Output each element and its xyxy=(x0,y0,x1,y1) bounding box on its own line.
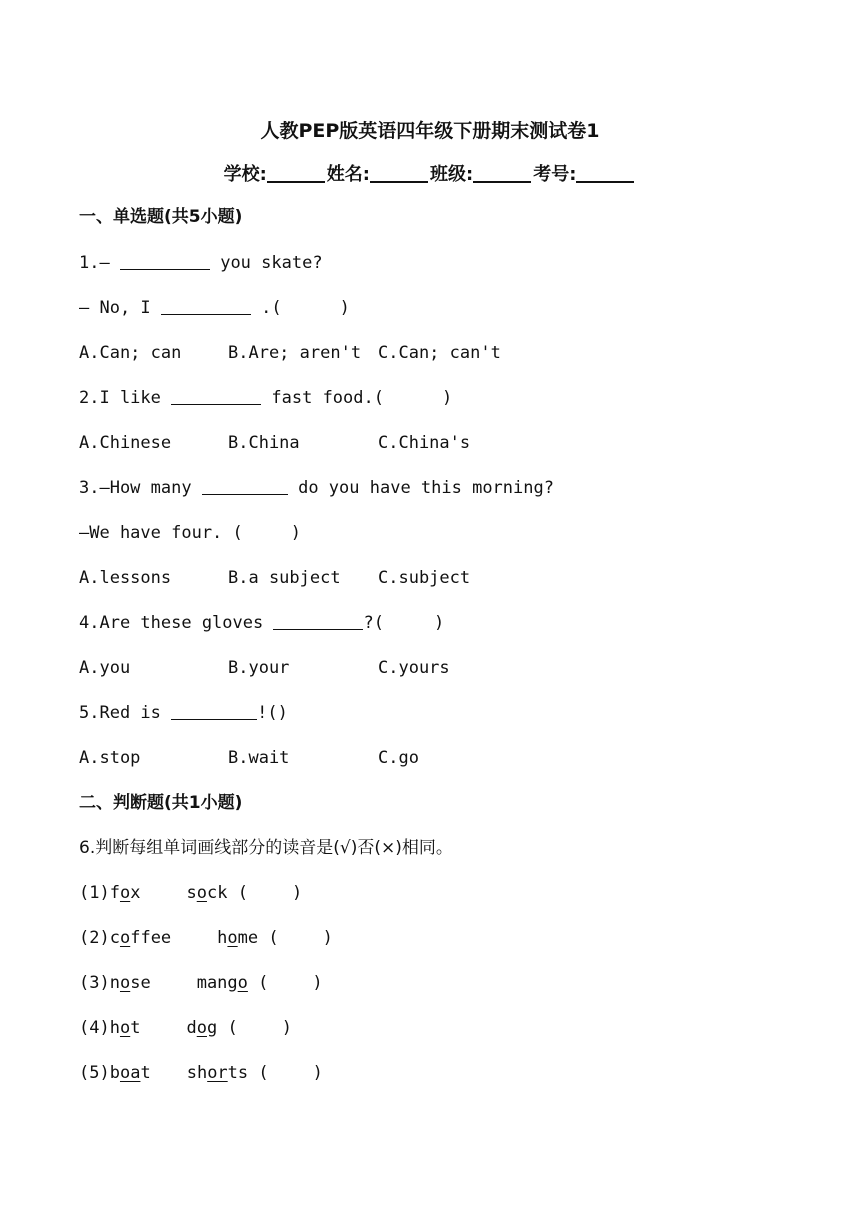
name-blank[interactable] xyxy=(370,163,428,183)
item-word-2: home xyxy=(217,928,259,948)
item-word-2: mango xyxy=(196,973,248,993)
q2-text-pre: 2.I like xyxy=(79,388,161,408)
q5-blank[interactable] xyxy=(171,703,257,720)
q4-text-post: ?( xyxy=(363,613,384,633)
item-number: (5) xyxy=(79,1063,110,1083)
page-title: 人教PEP版英语四年级下册期末测试卷1 xyxy=(260,120,600,142)
q1-option-c[interactable]: C.Can; can't xyxy=(378,343,501,363)
exam-no-blank[interactable] xyxy=(576,163,634,183)
q5-option-a[interactable]: A.stop xyxy=(79,748,141,768)
q4-option-b[interactable]: B.your xyxy=(228,658,290,678)
item-number: (2) xyxy=(79,928,110,948)
cross-mark-icon: × xyxy=(380,838,396,858)
item-number: (4) xyxy=(79,1018,110,1038)
q5-text-post: !() xyxy=(257,703,288,723)
q6-item-2: (2)coffee home ( ) xyxy=(79,928,333,948)
q1-option-b[interactable]: B.Are; aren't xyxy=(228,343,362,363)
q6-item-4: (4)hot dog ( ) xyxy=(79,1018,292,1038)
q1-line2-pre: — No, I xyxy=(79,298,151,318)
q2-option-c[interactable]: C.China's xyxy=(378,433,471,453)
q2-text-post: fast food.( xyxy=(271,388,384,408)
school-label: 学校: xyxy=(223,164,267,185)
question-3-line-1 xyxy=(79,477,554,499)
item-word-1: hot xyxy=(109,1018,141,1038)
q5-text-pre: 5.Red is xyxy=(79,703,161,723)
q4-option-c[interactable]: C.yours xyxy=(378,658,450,678)
q1-blank-1[interactable] xyxy=(120,253,210,270)
q6-item-1: (1)fox sock ( ) xyxy=(79,883,303,903)
question-1-line-1 xyxy=(79,252,323,274)
q6-prompt-pre: 6.判断每组单词画线部分的读音是( xyxy=(79,838,340,858)
question-6-prompt xyxy=(79,837,453,859)
check-mark-icon: √ xyxy=(339,838,351,858)
q5-option-c[interactable]: C.go xyxy=(378,748,419,768)
q4-close-paren: ) xyxy=(433,613,445,633)
question-4 xyxy=(79,612,444,634)
item-number: (1) xyxy=(79,883,110,903)
q6-item-3: (3)nose mango ( ) xyxy=(79,973,323,993)
q1-text-pre: 1.— xyxy=(79,253,110,273)
exam-no-label: 考号: xyxy=(533,164,577,185)
q3-close-paren: ) xyxy=(290,523,302,543)
q1-close-paren: ) xyxy=(339,298,350,318)
q4-text-pre: 4.Are these gloves xyxy=(79,613,264,633)
q1-text-post: you skate? xyxy=(209,253,323,273)
q2-blank[interactable] xyxy=(171,388,261,405)
question-5 xyxy=(79,702,288,724)
section-heading-true-false: 二、判断题(共1小题) xyxy=(79,793,243,813)
item-number: (3) xyxy=(79,973,110,993)
question-1-line-2 xyxy=(79,297,350,319)
item-word-2: sock xyxy=(186,883,228,903)
class-label: 班级: xyxy=(430,164,474,185)
q6-prompt-mid: )否( xyxy=(350,838,381,858)
question-3-line-2 xyxy=(79,522,301,544)
student-info-line xyxy=(0,160,860,186)
q4-blank[interactable] xyxy=(273,613,363,630)
item-word-2: dog xyxy=(186,1018,218,1038)
item-word-1: fox xyxy=(109,883,141,903)
q5-option-b[interactable]: B.wait xyxy=(228,748,290,768)
item-word-1: boat xyxy=(109,1063,151,1083)
section-heading-single-choice: 一、单选题(共5小题) xyxy=(79,207,243,227)
q1-option-a[interactable]: A.Can; can xyxy=(79,343,182,363)
q2-option-b[interactable]: B.China xyxy=(228,433,300,453)
q1-line2-post: .( xyxy=(261,298,282,318)
q3-option-a[interactable]: A.lessons xyxy=(79,568,172,588)
q3-blank[interactable] xyxy=(202,478,288,495)
q2-close-paren: ) xyxy=(441,388,453,408)
school-blank[interactable] xyxy=(267,163,325,183)
q3-text-post: do you have this morning? xyxy=(298,478,554,498)
item-word-2: shorts xyxy=(186,1063,249,1083)
q2-option-a[interactable]: A.Chinese xyxy=(79,433,172,453)
item-word-1: nose xyxy=(109,973,151,993)
q3-option-c[interactable]: C.subject xyxy=(378,568,471,588)
q1-blank-2[interactable] xyxy=(161,298,251,315)
item-word-1: coffee xyxy=(109,928,172,948)
question-2 xyxy=(79,387,452,409)
q6-item-5: (5)boat shorts ( ) xyxy=(79,1063,323,1083)
q3-text-pre: 3.—How many xyxy=(79,478,192,498)
q6-prompt-post: )相同。 xyxy=(395,838,453,858)
name-label: 姓名: xyxy=(326,164,370,185)
q4-option-a[interactable]: A.you xyxy=(79,658,131,678)
class-blank[interactable] xyxy=(473,163,531,183)
q3-option-b[interactable]: B.a subject xyxy=(228,568,341,588)
q3-line2: —We have four. ( xyxy=(79,523,243,543)
